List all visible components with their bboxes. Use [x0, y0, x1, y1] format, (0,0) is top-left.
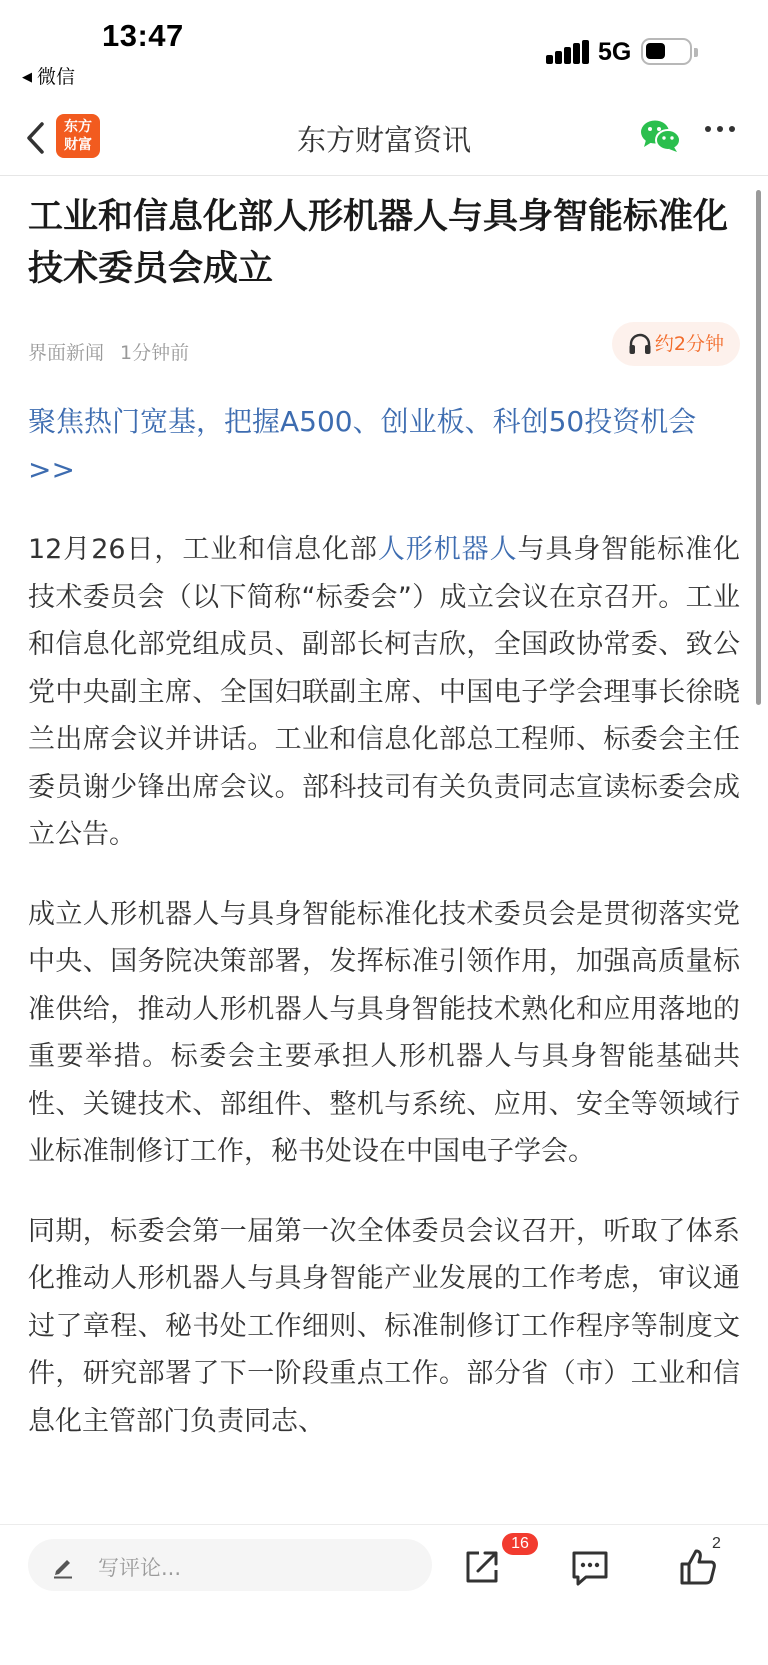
article-source-line — [28, 338, 189, 365]
nav-bar — [0, 100, 768, 176]
headphone-icon — [628, 333, 652, 355]
signal-strength-icon — [546, 40, 590, 64]
network-type: 5G — [598, 38, 632, 66]
article-title: 工业和信息化部人形机器人与具身智能标准化技术委员会成立 — [28, 197, 729, 289]
like-button[interactable] — [678, 1547, 718, 1587]
logo-line-2: 财富 — [64, 137, 92, 153]
comments-button[interactable] — [570, 1549, 610, 1587]
thumbs-up-icon — [678, 1547, 718, 1587]
article-paragraph-1 — [28, 526, 740, 859]
listen-duration: 约2分钟 — [654, 333, 724, 355]
edit-icon — [50, 1553, 76, 1579]
scrollbar[interactable] — [756, 190, 761, 705]
back-app-label: 微信 — [37, 66, 76, 88]
article — [28, 177, 740, 1445]
article-meta — [28, 322, 740, 378]
keyword-link[interactable]: 人形机器人 — [377, 534, 518, 565]
share-icon — [462, 1547, 502, 1587]
logo-line-1: 东方 — [64, 119, 92, 135]
p1-text-after: 与具身智能标准化技术委员会（以下简称“标委会”）成立会议在京召开。工业和信息化部党组成员、副部长柯吉欣，全国政协常委、致公党中央副主席、全国妇联副主席、中国电子学会理事长徐晓兰出席会议并讲话。工业和信息化部总工程师、标委会主任委员谢少锋出席会议。部科技司有关负责同志宣读标委会成立公告。 — [28, 534, 741, 850]
article-time: 1分钟前 — [120, 342, 190, 364]
comment-icon — [570, 1549, 610, 1587]
p1-text-before: 12月26日，工业和信息化部 — [28, 534, 378, 565]
status-time: 13:47 — [102, 18, 184, 53]
promo-link[interactable]: 聚焦热门宽基，把握A500、创业板、科创50投资机会>> — [28, 405, 697, 486]
more-button[interactable] — [705, 126, 739, 136]
back-triangle-icon: ◀ — [22, 70, 32, 85]
status-bar — [0, 0, 768, 100]
article-paragraph-2: 成立人形机器人与具身智能标准化技术委员会是贯彻落实党中央、国务院决策部署，发挥标准引领作用，加强高质量标准供给，推动人形机器人与具身智能技术熟化和应用落地的重要举措。标委会主要承担人形机器人与具身智能基础共性、关键技术、部组件、整机与系统、应用、安全等领域行业标准制修订工作，秘书处设在中国电子学会。 — [28, 898, 740, 1167]
listen-button[interactable] — [612, 322, 740, 366]
wechat-share-button[interactable] — [640, 118, 682, 154]
comment-input[interactable] — [28, 1539, 432, 1591]
bottom-bar — [0, 1524, 768, 1665]
article-paragraph-3: 同期，标委会第一届第一次全体委员会议召开，听取了体系化推动人形机器人与具身智能产业发展的工作考虑，审议通过了章程、秘书处工作细则、标准制修订工作程序等制度文件，研究部署了下一阶段重点工作。部分省（市）工业和信息化主管部门负责同志、 — [28, 1215, 740, 1437]
share-count-badge: 16 — [502, 1533, 538, 1555]
comment-placeholder: 写评论... — [98, 1556, 182, 1580]
nav-title: 东方财富资讯 — [296, 123, 471, 157]
back-to-app-link[interactable] — [22, 62, 75, 89]
share-button[interactable] — [462, 1547, 502, 1587]
wechat-icon — [640, 118, 682, 154]
like-count: 2 — [712, 1535, 721, 1552]
battery-icon — [641, 38, 692, 65]
article-source[interactable]: 界面新闻 — [28, 342, 105, 364]
